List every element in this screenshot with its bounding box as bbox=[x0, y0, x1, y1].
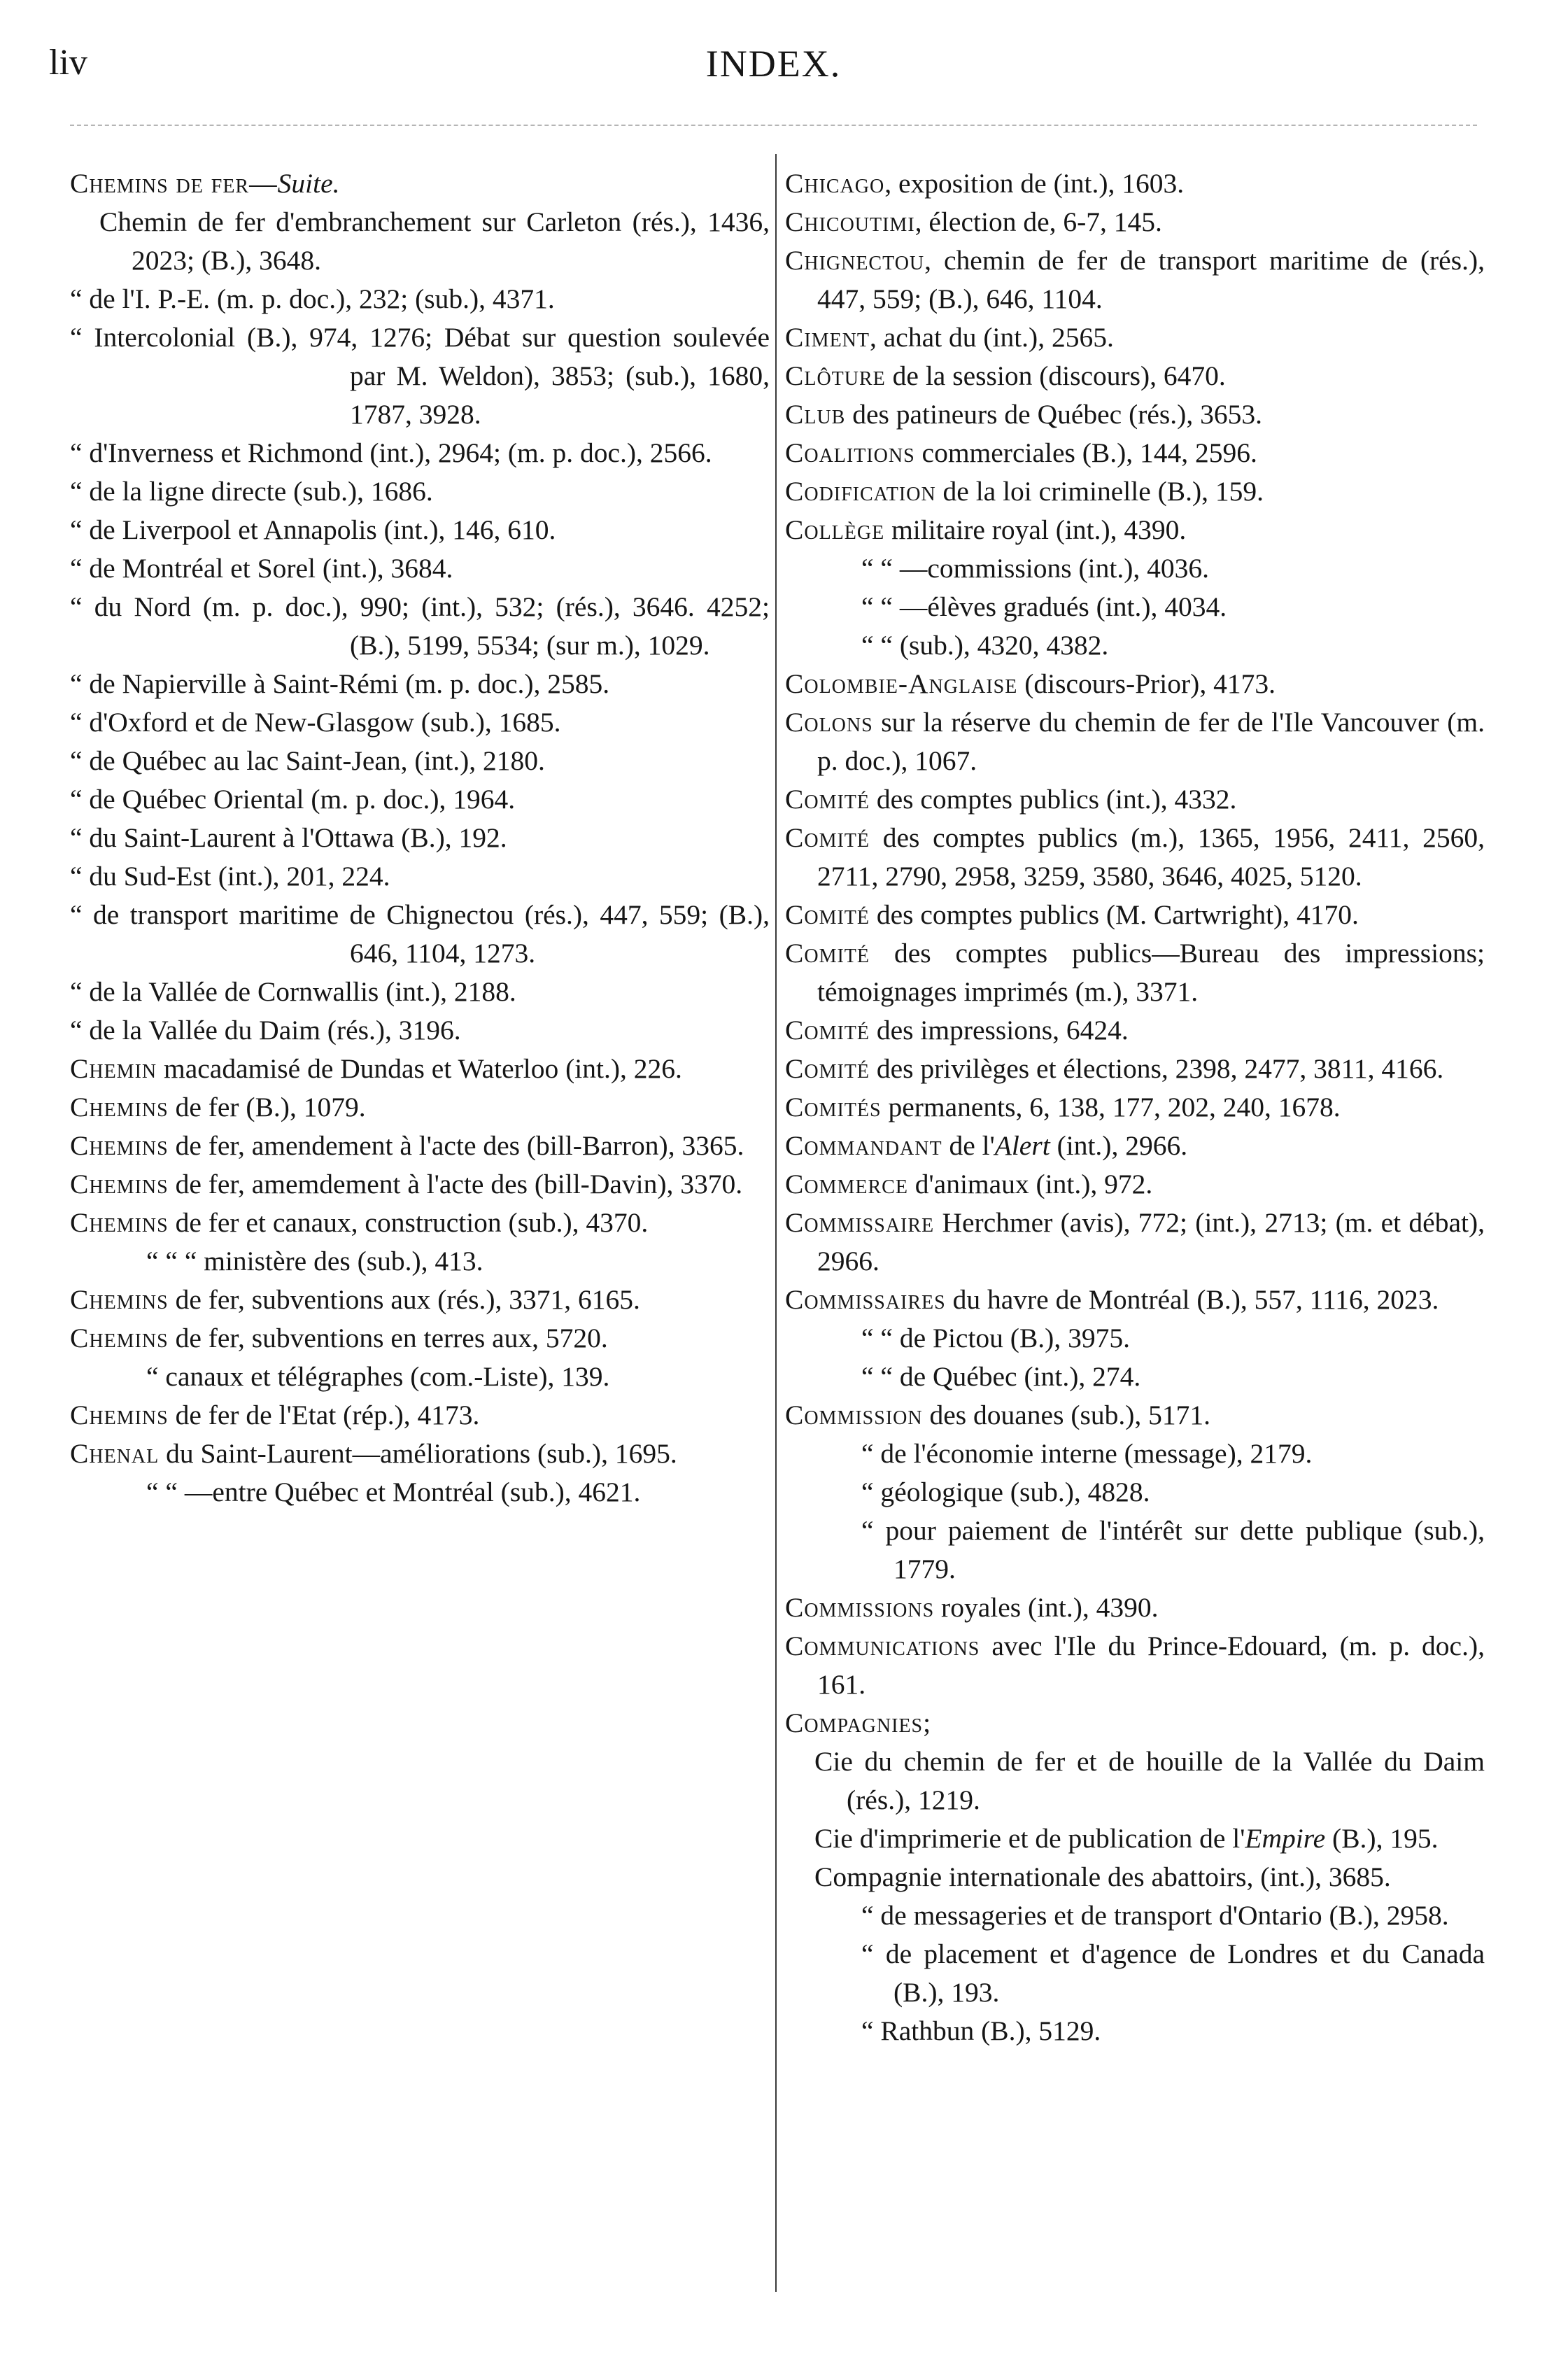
entry-text: militaire royal (int.), 4390. bbox=[884, 514, 1187, 545]
index-subentry: “ du Sud-Est (int.), 201, 224. bbox=[70, 861, 390, 892]
entry-key: Chemins bbox=[70, 1130, 169, 1161]
index-entry bbox=[70, 1165, 770, 1204]
index-entry bbox=[785, 318, 1485, 357]
entry-key: Commandant bbox=[785, 1130, 942, 1161]
entry-key: Compagnies bbox=[785, 1707, 924, 1738]
entry-text: (int.), 2966. bbox=[1050, 1130, 1188, 1161]
index-subentry: “ Rathbun (B.), 5129. bbox=[861, 2015, 1101, 2046]
index-entry bbox=[785, 1281, 1485, 1319]
entry-key: Collège bbox=[785, 514, 885, 545]
index-entry bbox=[70, 1435, 770, 1473]
entry-text: (discours-Prior), 4173. bbox=[1017, 668, 1276, 699]
entry-key: Coalitions bbox=[785, 437, 915, 468]
index-subentry: “ “ de Québec (int.), 274. bbox=[861, 1361, 1141, 1392]
entry-key: Comités bbox=[785, 1092, 882, 1122]
index-subentry: “ de l'économie interne (message), 2179. bbox=[861, 1438, 1313, 1469]
page-number: liv bbox=[49, 43, 87, 83]
entry-text: des comptes publics (int.), 4332. bbox=[870, 784, 1237, 815]
entry-key: Comité bbox=[785, 938, 870, 969]
index-entry bbox=[70, 1396, 770, 1435]
index-entry bbox=[785, 703, 1485, 780]
index-subentry: “ géologique (sub.), 4828. bbox=[861, 1477, 1150, 1507]
entry-key: Club bbox=[785, 399, 846, 430]
entry-key: Ciment bbox=[785, 322, 870, 353]
entry-text: des privilèges et élections, 2398, 2477, 3811, 4166. bbox=[870, 1053, 1444, 1084]
index-subentry: “ de la Vallée du Daim (rés.), 3196. bbox=[70, 1015, 461, 1045]
entry-text: , chemin de fer de transport maritime de (rés.), 447, 559; (B.), 646, 1104. bbox=[817, 245, 1485, 314]
entry-key: Commerce bbox=[785, 1169, 908, 1199]
entry-text: royales (int.), 4390. bbox=[934, 1592, 1159, 1623]
entry-text: ; bbox=[923, 1707, 931, 1738]
index-entry bbox=[785, 1165, 1485, 1204]
index-subentry: “ de Montréal et Sorel (int.), 3684. bbox=[70, 553, 453, 584]
entry-text: des impressions, 6424. bbox=[870, 1015, 1129, 1045]
entry-text: de fer, amendement à l'acte des (bill-Barron), 3365. bbox=[168, 1130, 744, 1161]
entry-text: , achat du (int.), 2565. bbox=[870, 322, 1114, 353]
entry-key: Commissaire bbox=[785, 1207, 935, 1238]
index-subentry: “ Intercolonial (B.), 974, 1276; Débat sur question soulevée par M. Weldon), 3853; (sub.), 1680, 1787, 3928. bbox=[70, 322, 770, 430]
index-subentry: “ d'Oxford et de New-Glasgow (sub.), 1685. bbox=[70, 707, 561, 738]
left-column bbox=[70, 164, 770, 1512]
index-subentry: Chemin de fer d'embranchement sur Carleton (rés.), 1436, 2023; (B.), 3648. bbox=[99, 206, 770, 276]
index-subentry: “ “ —entre Québec et Montréal (sub.), 4621. bbox=[146, 1477, 641, 1507]
index-entry bbox=[785, 1011, 1485, 1050]
index-entry bbox=[70, 1050, 770, 1088]
index-entry bbox=[785, 1050, 1485, 1088]
entry-key: Chemins bbox=[70, 1092, 169, 1122]
index-subentry: “ de la Vallée de Cornwallis (int.), 2188. bbox=[70, 976, 516, 1007]
entry-key: Chemin bbox=[70, 1053, 157, 1084]
entry-text: des douanes (sub.), 5171. bbox=[922, 1400, 1211, 1430]
continued-heading bbox=[70, 164, 770, 203]
entry-key: Communications bbox=[785, 1631, 980, 1661]
index-entry bbox=[785, 1589, 1485, 1627]
index-subentry: “ de messageries et de transport d'Ontario (B.), 2958. bbox=[861, 1900, 1449, 1931]
entry-key: Chemins bbox=[70, 1323, 169, 1353]
entry-text: de fer de l'Etat (rép.), 4173. bbox=[168, 1400, 480, 1430]
index-subentry: “ “ “ ministère des (sub.), 413. bbox=[146, 1246, 483, 1276]
index-entry bbox=[785, 665, 1485, 703]
index-subentry: “ “ —commissions (int.), 4036. bbox=[861, 553, 1209, 584]
index-entry bbox=[785, 472, 1485, 511]
entry-text: d'animaux (int.), 972. bbox=[907, 1169, 1153, 1199]
entry-text: de fer, subventions aux (rés.), 3371, 6165. bbox=[168, 1284, 640, 1315]
entry-key: Chenal bbox=[70, 1438, 160, 1469]
entry-text: de l' bbox=[942, 1130, 995, 1161]
entry-key: Comité bbox=[785, 1053, 870, 1084]
index-subentry: Cie du chemin de fer et de houille de la Vallée du Daim (rés.), 1219. bbox=[814, 1746, 1485, 1815]
entry-italic: Alert bbox=[994, 1130, 1050, 1161]
index-entry bbox=[70, 1127, 770, 1165]
index-subentry bbox=[785, 1819, 1485, 1858]
index-subentry: “ de transport maritime de Chignectou (rés.), 447, 559; (B.), 646, 1104, 1273. bbox=[70, 899, 770, 969]
index-subentry: “ d'Inverness et Richmond (int.), 2964; (m. p. doc.), 2566. bbox=[70, 437, 712, 468]
entry-key: Commissaires bbox=[785, 1284, 946, 1315]
index-subentry: “ “ —élèves gradués (int.), 4034. bbox=[861, 591, 1227, 622]
column-divider bbox=[775, 154, 777, 2292]
entry-key: Colombie-Anglaise bbox=[785, 668, 1018, 699]
index-entry bbox=[785, 1627, 1485, 1704]
index-entry bbox=[785, 434, 1485, 472]
entry-key: Chignectou bbox=[785, 245, 925, 276]
entry-text: des comptes publics (m.), 1365, 1956, 2411, 2560, 2711, 2790, 2958, 3259, 3580, 3646, 4025, 5120. bbox=[817, 822, 1485, 892]
entry-text: , exposition de (int.), 1603. bbox=[884, 168, 1185, 199]
entry-text: , élection de, 6-7, 145. bbox=[914, 206, 1162, 237]
header-rule bbox=[70, 125, 1477, 126]
entry-text: avec l'Ile du Prince-Edouard, (m. p. doc.), 161. bbox=[817, 1631, 1485, 1700]
entry-text: du Saint-Laurent—améliorations (sub.), 1695. bbox=[159, 1438, 677, 1469]
entry-text: de fer, amemdement à l'acte des (bill-Davin), 3370. bbox=[168, 1169, 743, 1199]
index-subentry: “ du Saint-Laurent à l'Ottawa (B.), 192. bbox=[70, 822, 507, 853]
entry-key: Chicago bbox=[785, 168, 885, 199]
entry-key: Chemins bbox=[70, 1169, 169, 1199]
entry-text: de fer et canaux, construction (sub.), 4370. bbox=[168, 1207, 649, 1238]
index-entry bbox=[785, 1127, 1485, 1165]
index-entry bbox=[785, 395, 1485, 434]
entry-italic: Empire bbox=[1245, 1823, 1326, 1854]
entry-key: Comité bbox=[785, 822, 870, 853]
index-entry bbox=[785, 1088, 1485, 1127]
entry-text: de la loi criminelle (B.), 159. bbox=[935, 476, 1264, 507]
entry-key: Comité bbox=[785, 899, 870, 930]
entry-key: Commission bbox=[785, 1400, 923, 1430]
index-subentry: “ “ de Pictou (B.), 3975. bbox=[861, 1323, 1130, 1353]
entry-key: Codification bbox=[785, 476, 936, 507]
index-entry bbox=[785, 511, 1485, 549]
index-entry bbox=[785, 934, 1485, 1011]
entry-text: (B.), 195. bbox=[1325, 1823, 1439, 1854]
entry-key: Comité bbox=[785, 1015, 870, 1045]
entry-text: des comptes publics—Bureau des impressions; témoignages imprimés (m.), 3371. bbox=[817, 938, 1485, 1007]
index-subentry: “ canaux et télégraphes (com.-Liste), 139. bbox=[146, 1361, 610, 1392]
entry-key: Chemins bbox=[70, 1400, 169, 1430]
entry-text: de la session (discours), 6470. bbox=[885, 360, 1226, 391]
entry-key: Chemins bbox=[70, 1284, 169, 1315]
entry-text: de fer (B.), 1079. bbox=[168, 1092, 366, 1122]
entry-text: sur la réserve du chemin de fer de l'Ile Vancouver (m. p. doc.), 1067. bbox=[817, 707, 1485, 776]
entry-text: des comptes publics (M. Cartwright), 4170. bbox=[870, 899, 1359, 930]
index-subentry: “ de placement et d'agence de Londres et du Canada (B.), 193. bbox=[861, 1938, 1485, 2008]
entry-text: commerciales (B.), 144, 2596. bbox=[914, 437, 1257, 468]
index-entry bbox=[785, 896, 1485, 934]
index-entry bbox=[785, 357, 1485, 395]
index-entry bbox=[70, 1281, 770, 1319]
entry-key: Chicoutimi bbox=[785, 206, 915, 237]
entry-key: Colons bbox=[785, 707, 873, 738]
index-entry bbox=[785, 1704, 1485, 1742]
entry-key: Chemins bbox=[70, 1207, 169, 1238]
entry-text: macadamisé de Dundas et Waterloo (int.), 226. bbox=[157, 1053, 682, 1084]
page-title: INDEX. bbox=[705, 43, 842, 85]
index-entry bbox=[70, 1204, 770, 1242]
entry-key: Comité bbox=[785, 784, 870, 815]
entry-key: Commissions bbox=[785, 1592, 935, 1623]
index-subentry: “ de Napierville à Saint-Rémi (m. p. doc.), 2585. bbox=[70, 668, 610, 699]
entry-text: des patineurs de Québec (rés.), 3653. bbox=[845, 399, 1262, 430]
index-entry bbox=[70, 1088, 770, 1127]
index-subentry: “ de Québec Oriental (m. p. doc.), 1964. bbox=[70, 784, 516, 815]
page-header bbox=[49, 42, 1498, 98]
entry-key: Clôture bbox=[785, 360, 886, 391]
index-entry bbox=[785, 1204, 1485, 1281]
entry-text: Herchmer (avis), 772; (int.), 2713; (m. et débat), 2966. bbox=[817, 1207, 1485, 1276]
index-entry bbox=[785, 1396, 1485, 1435]
index-subentry: “ de Québec au lac Saint-Jean, (int.), 2180. bbox=[70, 745, 545, 776]
entry-text: Cie d'imprimerie et de publication de l' bbox=[814, 1823, 1245, 1854]
index-subentry: “ pour paiement de l'intérêt sur dette publique (sub.), 1779. bbox=[861, 1515, 1485, 1584]
index-entry bbox=[785, 780, 1485, 819]
index-subentry: “ de Liverpool et Annapolis (int.), 146, 610. bbox=[70, 514, 556, 545]
right-column bbox=[785, 164, 1485, 2050]
index-subentry: “ “ (sub.), 4320, 4382. bbox=[861, 630, 1109, 661]
index-entry bbox=[70, 1319, 770, 1358]
entry-text: de fer, subventions en terres aux, 5720. bbox=[168, 1323, 608, 1353]
index-entry bbox=[785, 164, 1485, 203]
index-subentry: “ du Nord (m. p. doc.), 990; (int.), 532; (rés.), 3646. 4252; (B.), 5199, 5534; (sur m.), 1029. bbox=[70, 591, 770, 661]
index-entry bbox=[785, 241, 1485, 318]
index-subentry: “ de l'I. P.-E. (m. p. doc.), 232; (sub.), 4371. bbox=[70, 283, 555, 314]
entry-text: du havre de Montréal (B.), 557, 1116, 2023. bbox=[945, 1284, 1439, 1315]
entry-text: permanents, 6, 138, 177, 202, 240, 1678. bbox=[881, 1092, 1341, 1122]
index-subentry: “ de la ligne directe (sub.), 1686. bbox=[70, 476, 433, 507]
heading-key: Chemins de fer— bbox=[70, 168, 278, 199]
index-entry bbox=[785, 819, 1485, 896]
index-entry bbox=[785, 203, 1485, 241]
index-subentry: Compagnie internationale des abattoirs, (int.), 3685. bbox=[814, 1861, 1391, 1892]
heading-suffix: Suite. bbox=[277, 168, 340, 199]
